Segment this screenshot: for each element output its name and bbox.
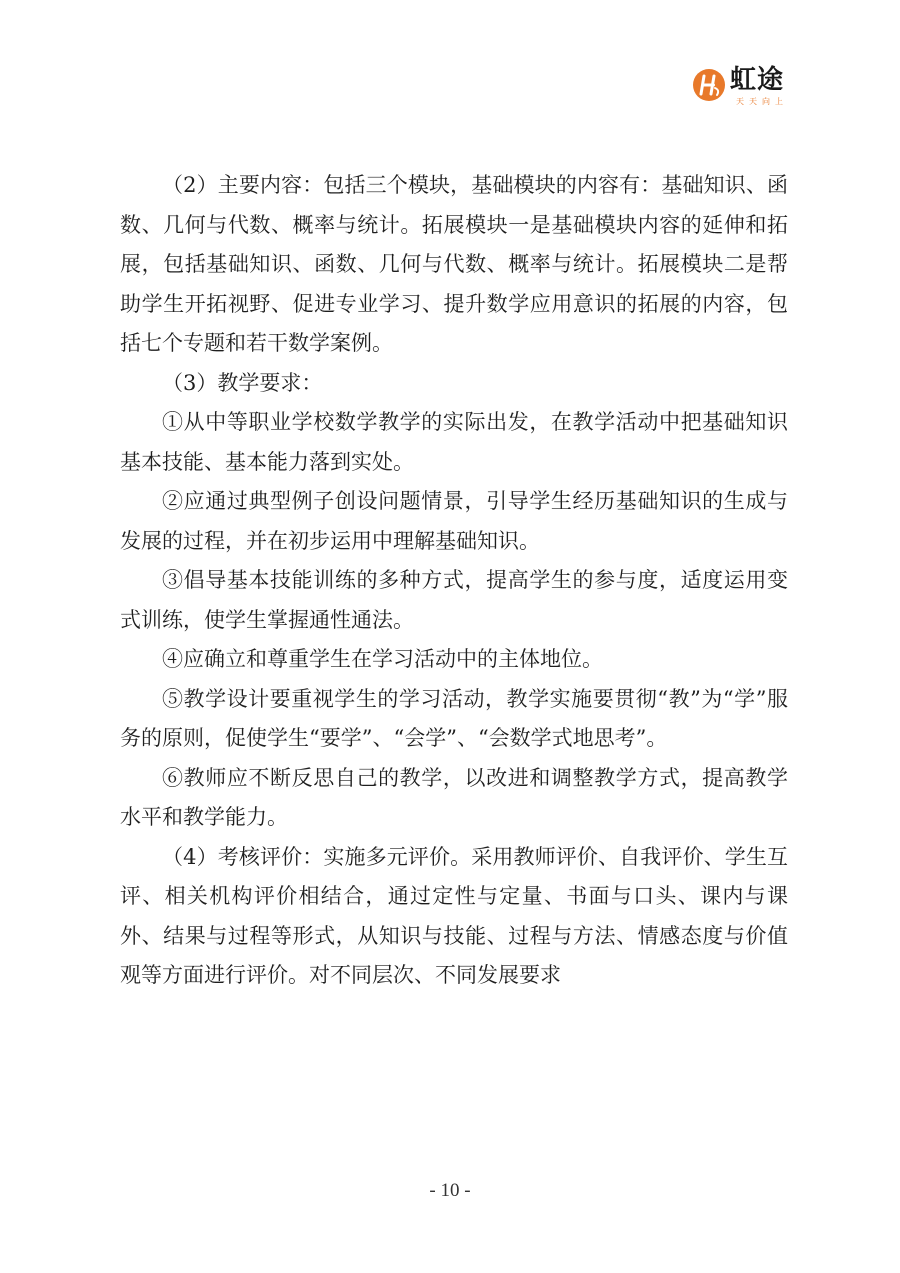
hongtu-logo-icon xyxy=(692,68,726,102)
paragraph-requirement-6: ⑥教师应不断反思自己的教学，以改进和调整教学方式，提高教学水平和教学能力。 xyxy=(120,765,788,829)
paragraph-requirement-4: ④应确立和尊重学生在学习活动中的主体地位。 xyxy=(162,647,603,671)
brand-logo xyxy=(692,62,802,112)
paragraph-main-content: （2）主要内容：包括三个模块，基础模块的内容有：基础知识、函数、几何与代数、概率与统计。拓展模块一是基础模块内容的延伸和拓展，包括基础知识、函数、几何与代数、概率与统计。拓展模块二是帮助学生开拓视野、促进专业学习、提升数学应用意识的拓展的内容，包括七个专题和若干数学案例。 xyxy=(120,173,788,355)
paragraph-assessment: （4）考核评价：实施多元评价。采用教师评价、自我评价、学生互评、相关机构评价相结合，通过定性与定量、书面与口头、课内与课外、结果与过程等形式，从知识与技能、过程与方法、情感态度与价值观等方面进行评价。对不同层次、不同发展要求 xyxy=(120,844,788,987)
body-text xyxy=(120,166,788,996)
logo-slogan: 天天向上 xyxy=(736,97,788,106)
logo-name: 虹途 xyxy=(730,65,785,95)
paragraph-requirement-5: ⑤教学设计要重视学生的学习活动，教学实施要贯彻“教”为“学”服务的原则，促使学生“要学”、“会学”、“会数学式地思考”。 xyxy=(120,686,788,750)
paragraph-requirement-2: ②应通过典型例子创设问题情景，引导学生经历基础知识的生成与发展的过程，并在初步运用中理解基础知识。 xyxy=(120,489,788,553)
page-number: - 10 - xyxy=(429,1180,471,1201)
paragraph-requirement-1: ①从中等职业学校数学教学的实际出发，在教学活动中把基础知识基本技能、基本能力落到实处。 xyxy=(120,410,788,474)
paragraph-teaching-requirements-heading: （3）教学要求： xyxy=(162,370,323,395)
paragraph-requirement-3: ③倡导基本技能训练的多种方式，提高学生的参与度，适度运用变式训练，使学生掌握通性通法。 xyxy=(120,568,788,632)
